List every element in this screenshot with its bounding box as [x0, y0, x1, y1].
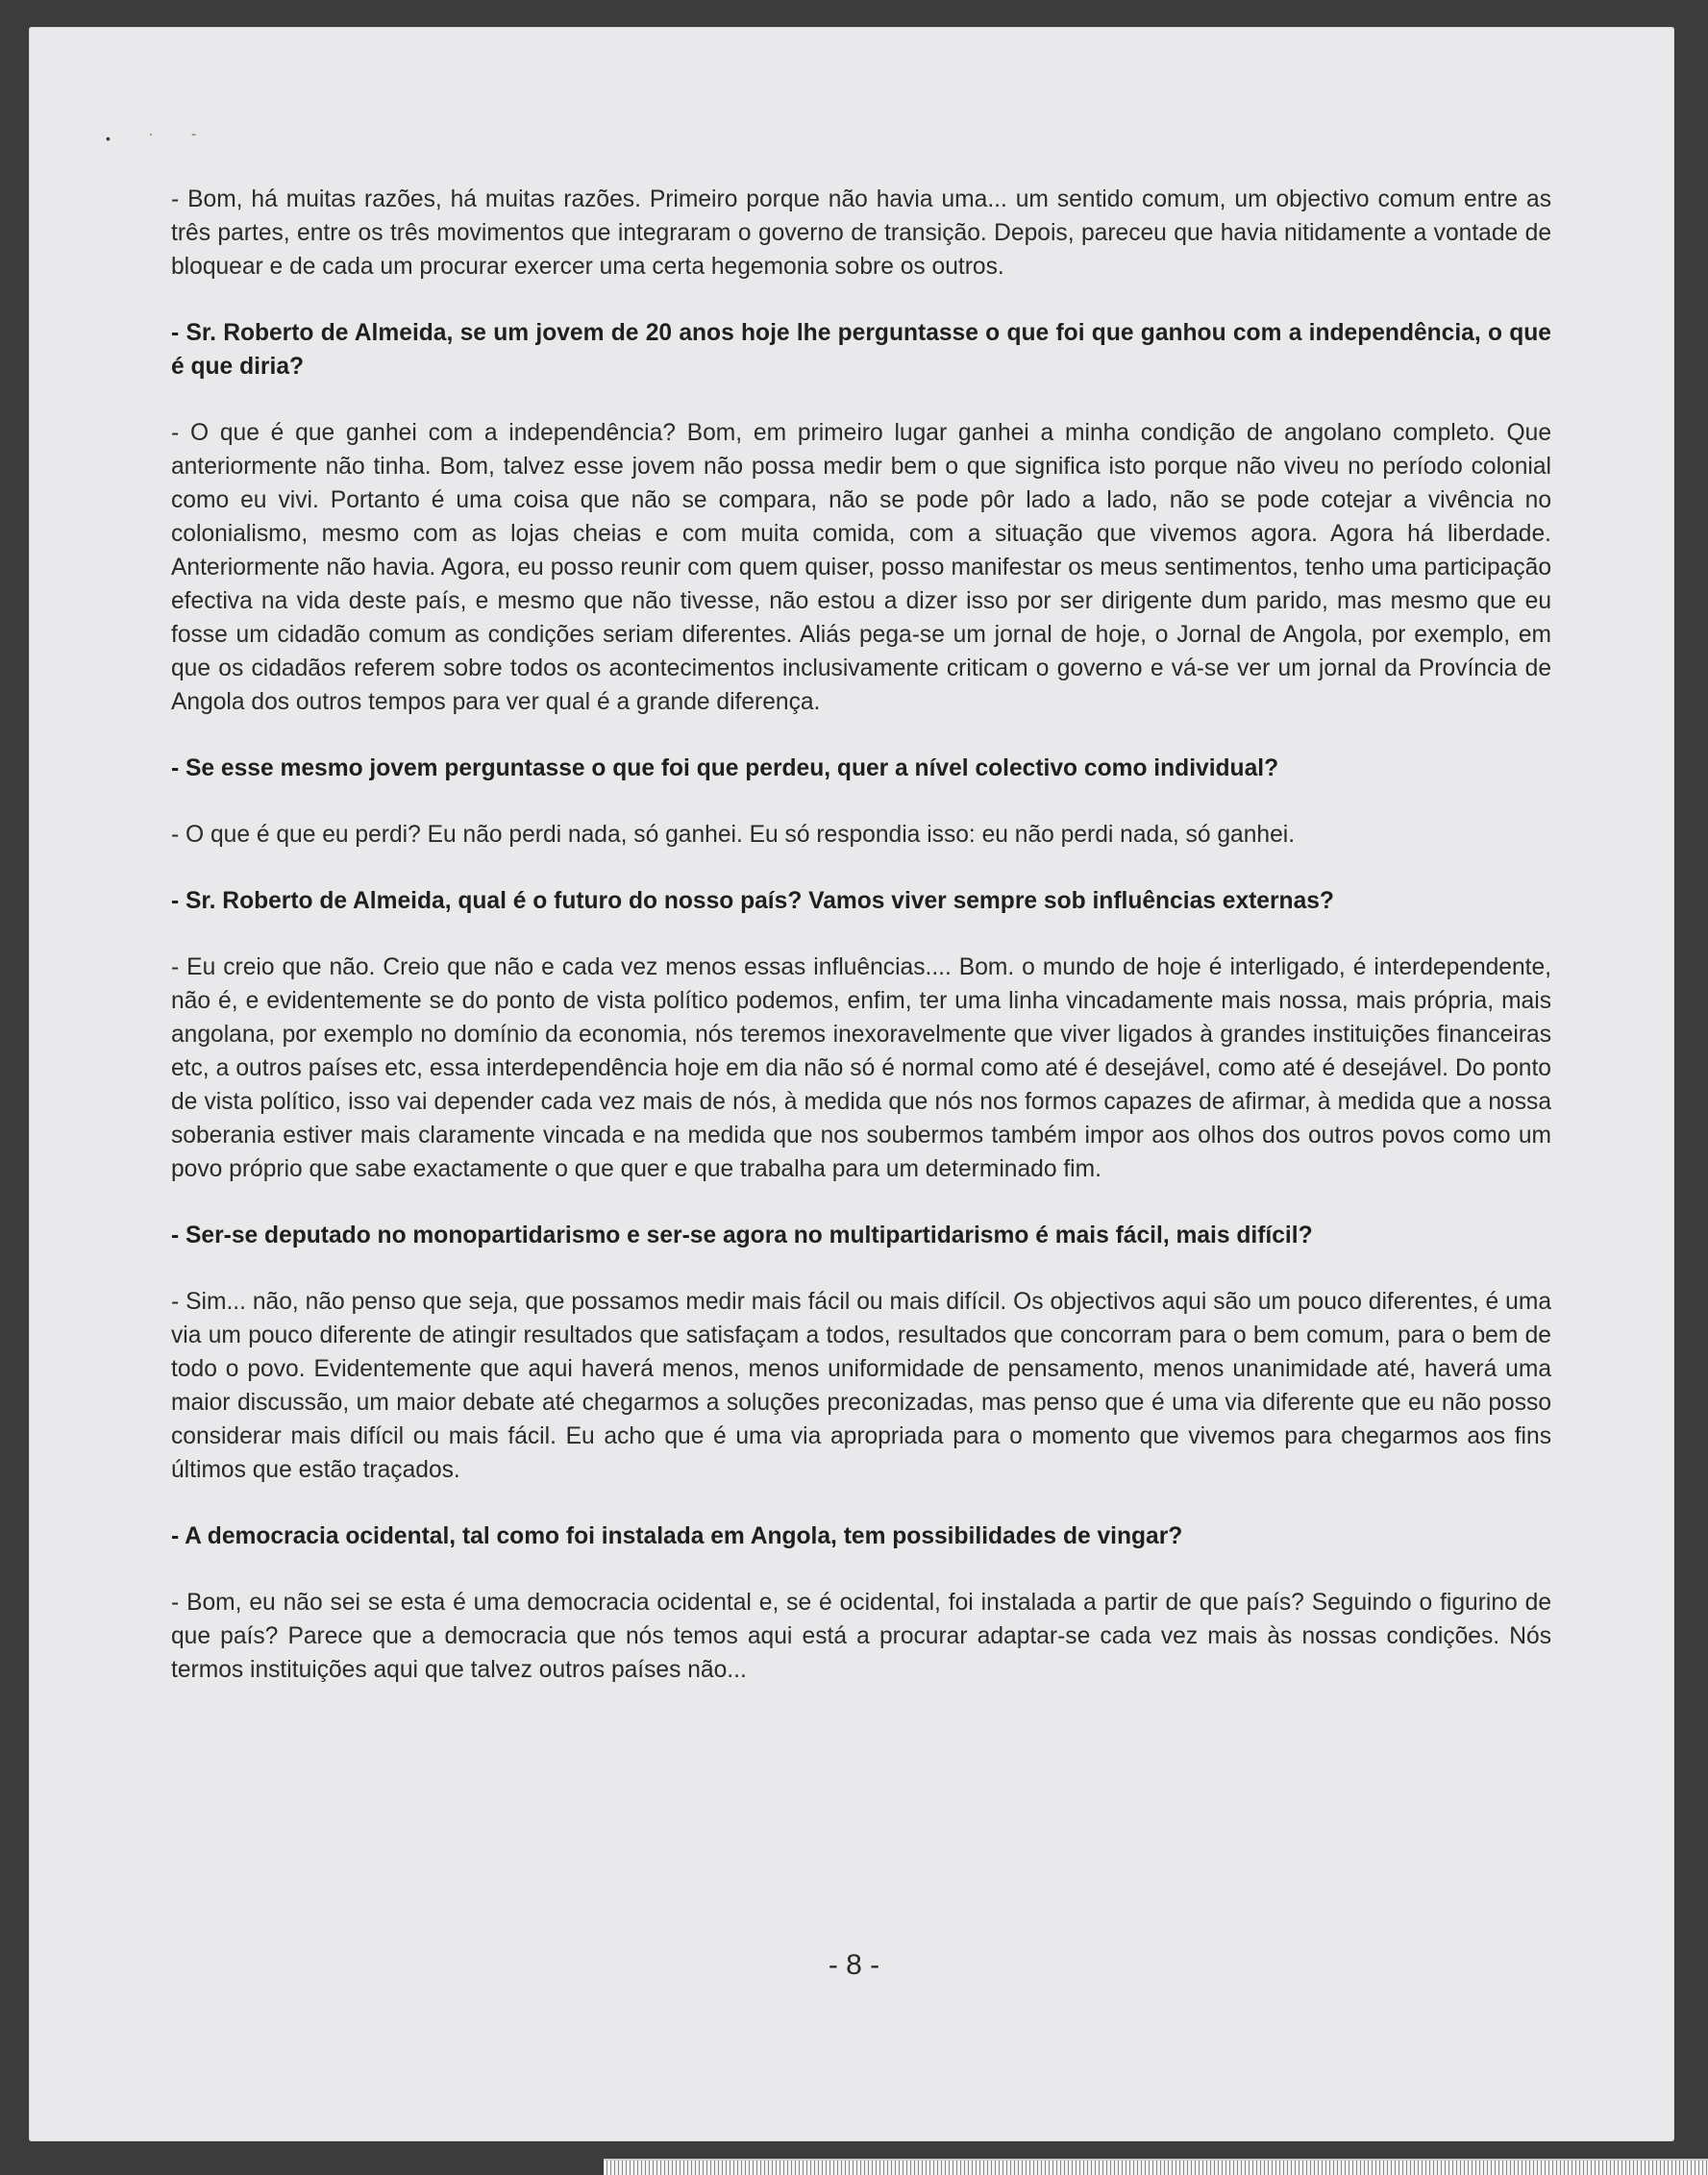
- answer-paragraph: - Eu creio que não. Creio que não e cada vez menos essas influências.... Bom. o mundo de hoje é interligado, é interdependente, não é, e evidentemente se do ponto de vista político podemos, enfim, ter uma linha vincadamente mais nossa, mais própria, mais angolana, por exemplo no domínio da economia, nós teremos inexoravelmente que viver ligados à grandes instituições financeiras etc, a outros países etc, essa interdependência hoje em dia não só é normal como até é desejável, como até é desejável. Do ponto de vista político, isso vai depender cada vez mais de nós, à medida que nós nos formos capazes de afirmar, à medida que a nossa soberania estiver mais claramente vincada e na medida que nos soubermos também impor aos olhos dos outros povos como um povo próprio que sabe exactamente o que quer e que trabalha para um determinado fim.: [171, 954, 1551, 1182]
- answer-paragraph: - Sim... não, não penso que seja, que possamos medir mais fácil ou mais difícil. Os objectivos aqui são um pouco diferentes, é uma via um pouco diferente de atingir resultados que satisfaçam a todos, resultados que concorram para o bem comum, para o bem de todo o povo. Evidentemente que aqui haverá menos, menos uniformidade de pensamento, menos unanimidade até, haverá uma maior discussão, um maior debate até chegarmos a soluções preconizadas, mas penso que é uma via diferente que eu não posso considerar mais difícil ou mais fácil. Eu acho que é uma via apropriada para o momento que vivemos para chegarmos aos fins últimos que estão traçados.: [171, 1289, 1551, 1483]
- scan-ruler: [604, 2159, 1708, 2175]
- question-paragraph: - Sr. Roberto de Almeida, qual é o futuro do nosso país? Vamos viver sempre sob influências externas?: [171, 888, 1334, 914]
- paper-specks: • ˈ ˉ: [106, 131, 214, 146]
- answer-paragraph: - Bom, há muitas razões, há muitas razões. Primeiro porque não havia uma... um sentido comum, um objectivo comum entre as três partes, entre os três movimentos que integraram o governo de transição. Depois, pareceu que havia nitidamente a vontade de bloquear e de cada um procurar exercer uma certa hegemonia sobre os outros.: [171, 186, 1551, 280]
- question-paragraph: - Sr. Roberto de Almeida, se um jovem de 20 anos hoje lhe perguntasse o que foi que ganhou com a independência, o que é que diria?: [171, 320, 1551, 380]
- question-paragraph: - Ser-se deputado no monopartidarismo e ser-se agora no multipartidarismo é mais fácil, mais difícil?: [171, 1223, 1313, 1248]
- answer-paragraph: - O que é que eu perdi? Eu não perdi nada, só ganhei. Eu só respondia isso: eu não perdi nada, só ganhei.: [171, 822, 1296, 848]
- question-paragraph: - Se esse mesmo jovem perguntasse o que foi que perdeu, quer a nível colectivo como individual?: [171, 755, 1279, 781]
- document-body: [171, 183, 1551, 1719]
- answer-paragraph: - Bom, eu não sei se esta é uma democracia ocidental e, se é ocidental, foi instalada a partir de que país? Seguindo o figurino de que país? Parece que a democracia que nós temos aqui está a procurar adaptar-se cada vez mais às nossas condições. Nós termos instituições aqui que talvez outros países não...: [171, 1590, 1551, 1683]
- answer-paragraph: - O que é que ganhei com a independência? Bom, em primeiro lugar ganhei a minha condição de angolano completo. Que anteriormente não tinha. Bom, talvez esse jovem não possa medir bem o que significa isto porque não viveu no período colonial como eu vivi. Portanto é uma coisa que não se compara, não se pode pôr lado a lado, não se pode cotejar a vivência no colonialismo, mesmo com as lojas cheias e com muita comida, com a situação que vivemos agora. Agora há liberdade. Anteriormente não havia. Agora, eu posso reunir com quem quiser, posso manifestar os meus sentimentos, tenho uma participação efectiva na vida deste país, e mesmo que não tivesse, não estou a dizer isso por ser dirigente dum parido, mas mesmo que eu fosse um cidadão comum as condições seriam diferentes. Aliás pega-se um jornal de hoje, o Jornal de Angola, por exemplo, em que os cidadãos referem sobre todos os acontecimentos inclusivamente criticam o governo e vá-se ver um jornal da Província de Angola dos outros tempos para ver qual é a grande diferença.: [171, 420, 1551, 715]
- question-paragraph: - A democracia ocidental, tal como foi instalada em Angola, tem possibilidades de vingar?: [171, 1523, 1183, 1549]
- page-number: - 8 -: [828, 1949, 880, 1981]
